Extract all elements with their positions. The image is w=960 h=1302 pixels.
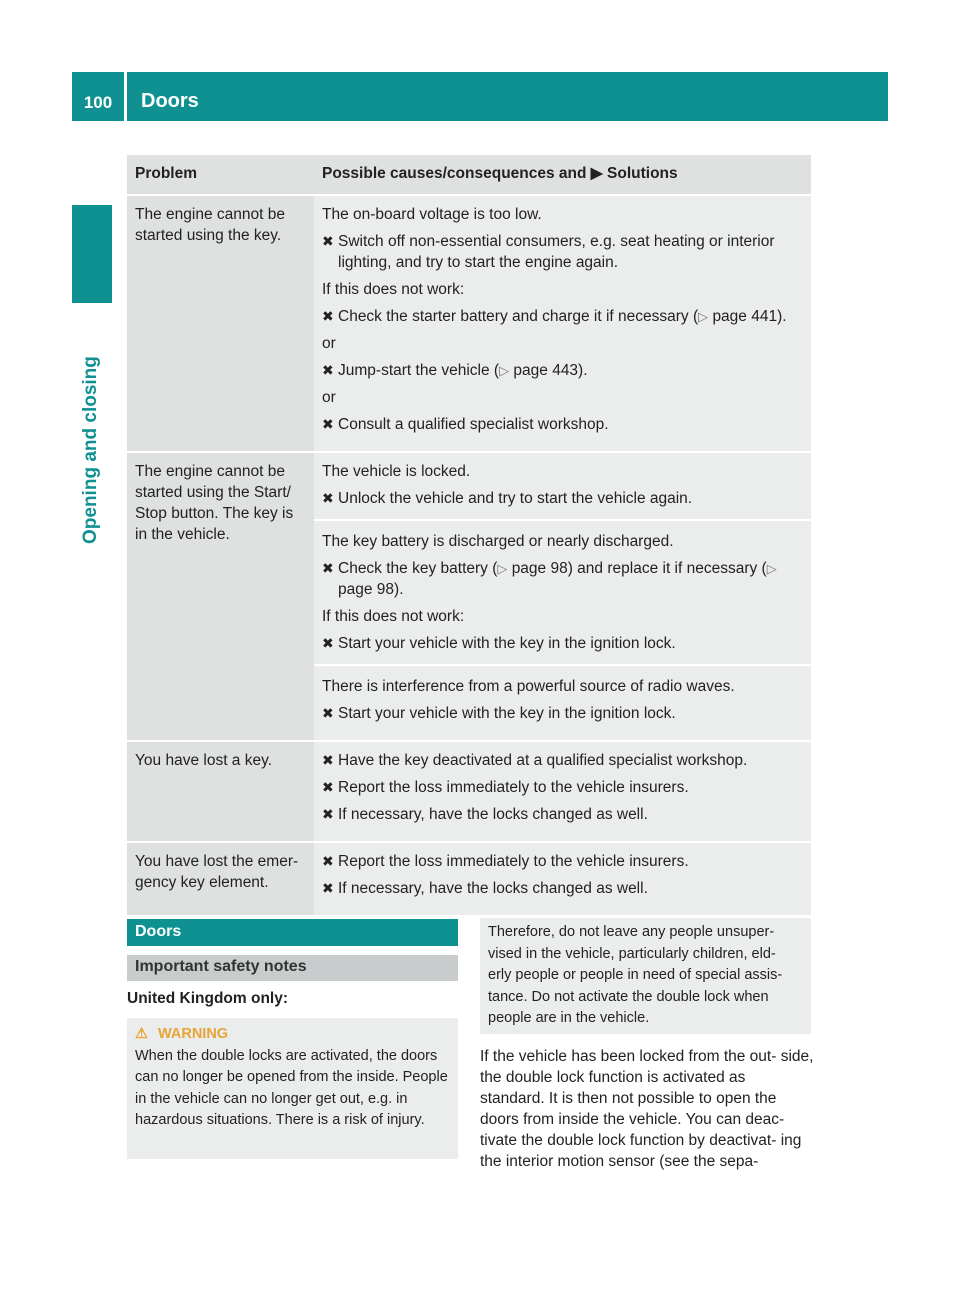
step: [322, 777, 804, 798]
page-ref-icon: ▷: [497, 561, 508, 576]
page-ref[interactable]: page 441).: [712, 308, 787, 325]
arrow-icon: ✖: [322, 308, 334, 324]
step-text: Start your vehicle with the key in the ignition lock.: [338, 705, 676, 722]
page-ref-icon: ▷: [698, 309, 709, 324]
step-text: Consult a qualified specialist workshop.: [338, 416, 609, 433]
arrow-icon: ✖: [322, 490, 334, 506]
step: [322, 804, 804, 825]
or-text: or: [322, 389, 336, 406]
step-text: Report the loss immediately to the vehicle insurers.: [338, 853, 689, 870]
table-row: [127, 741, 811, 842]
arrow-icon: ✖: [322, 853, 334, 869]
step-text: Report the loss immediately to the vehicle insurers.: [338, 779, 689, 796]
troubleshooting-table: [127, 155, 811, 915]
warning-title-text: WARNING: [158, 1026, 229, 1042]
page-header-title: Doors: [127, 72, 888, 121]
if-not-text: If this does not work:: [322, 608, 465, 625]
step-text: Check the starter battery and charge it if necessary (: [338, 308, 699, 325]
step: [322, 558, 804, 600]
column-header-solutions-suffix: Solutions: [607, 165, 678, 182]
step-text: page 98) and replace it if necessary (: [511, 560, 767, 577]
warning-box: [127, 1018, 458, 1159]
step: [322, 360, 804, 381]
or-text: or: [322, 335, 336, 352]
cause-text: The vehicle is locked.: [322, 463, 471, 480]
step: [322, 306, 804, 327]
arrow-icon: ✖: [322, 705, 334, 721]
page-ref[interactable]: page 443).: [513, 362, 588, 379]
arrow-icon: ✖: [322, 752, 334, 768]
arrow-icon: ✖: [322, 806, 334, 822]
arrow-icon: ✖: [322, 362, 334, 378]
table-header-row: [127, 155, 811, 195]
page-number: 100: [72, 72, 124, 121]
step: [322, 851, 804, 872]
cause-text: There is interference from a powerful source of radio waves.: [322, 678, 735, 695]
sub-cause-block: [314, 664, 811, 724]
table-row: [127, 195, 811, 452]
step: [322, 231, 804, 273]
problem-cell: The engine cannot be started using the Start/ Stop button. The key is in the vehicle.: [127, 452, 314, 741]
table-row: [127, 842, 811, 915]
problem-cell: You have lost a key.: [127, 741, 314, 842]
problem-cell: You have lost the emer- gency key element.: [127, 842, 314, 915]
side-tab-label: Opening and closing: [80, 356, 101, 544]
column-header-problem: Problem: [127, 155, 314, 195]
subsection-heading: Important safety notes: [127, 955, 458, 981]
step: [322, 703, 804, 724]
solution-cell: [314, 741, 811, 842]
arrow-icon: ✖: [322, 560, 334, 576]
page-ref-icon: ▷: [766, 561, 777, 576]
if-not-text: If this does not work:: [322, 281, 465, 298]
body-paragraph: If the vehicle has been locked from the out- side, the double lock function is activated as standard. It is then not possible to open the doors from inside the vehicle. You can deac- tivate the double lock function by deactivat- ing the interior motion sensor (see the sepa-: [480, 1048, 814, 1170]
step: [322, 633, 804, 654]
section-heading: Doors: [127, 919, 458, 946]
step-text: If necessary, have the locks changed as well.: [338, 806, 648, 823]
step-text: Jump-start the vehicle (: [338, 362, 500, 379]
arrow-icon: ✖: [322, 416, 334, 432]
arrow-icon: ✖: [322, 635, 334, 651]
arrow-icon: ✖: [322, 779, 334, 795]
solution-cell: [314, 195, 811, 452]
step: [322, 878, 804, 899]
column-header-solutions: [314, 155, 811, 195]
arrow-icon: ✖: [322, 233, 334, 249]
step-text: Switch off non-essential consumers, e.g. seat heating or interior lighting, and try to start the engine again.: [338, 233, 775, 271]
step-text: Start your vehicle with the key in the ignition lock.: [338, 635, 676, 652]
warning-continuation-box: Therefore, do not leave any people unsuper- vised in the vehicle, particularly children, eld- erly people or people in need of special assis- tance. Do not activate the double lock when people are in the vehicle.: [480, 918, 811, 1034]
page-ref[interactable]: page 98).: [338, 581, 404, 598]
warning-title: [135, 1024, 450, 1046]
step-text: If necessary, have the locks changed as well.: [338, 880, 648, 897]
step: [322, 488, 804, 509]
warning-icon: ⚠: [135, 1026, 148, 1042]
solution-cell: [314, 842, 811, 915]
step: [322, 414, 804, 435]
cause-text: The on-board voltage is too low.: [322, 206, 542, 223]
step-text: Check the key battery (: [338, 560, 498, 577]
problem-cell: The engine cannot be started using the key.: [127, 195, 314, 452]
side-tab-marker: [72, 205, 112, 303]
cause-text: The key battery is discharged or nearly discharged.: [322, 533, 674, 550]
arrow-icon: ▶: [590, 165, 603, 182]
solution-cell: [314, 452, 811, 741]
warning-text: When the double locks are activated, the doors can no longer be opened from the inside. People in the vehicle can no longer get out, e.g. in hazardous situations. There is a risk of injury.: [135, 1047, 448, 1128]
region-note: United Kingdom only:: [127, 990, 289, 1007]
sub-cause-block: [314, 519, 811, 654]
step: [322, 750, 804, 771]
arrow-icon: ✖: [322, 880, 334, 896]
column-header-solutions-text: Possible causes/consequences and: [322, 165, 587, 182]
step-text: Unlock the vehicle and try to start the vehicle again.: [338, 490, 693, 507]
table-row: [127, 452, 811, 741]
page-ref-icon: ▷: [499, 363, 510, 378]
step-text: Have the key deactivated at a qualified specialist workshop.: [338, 752, 748, 769]
